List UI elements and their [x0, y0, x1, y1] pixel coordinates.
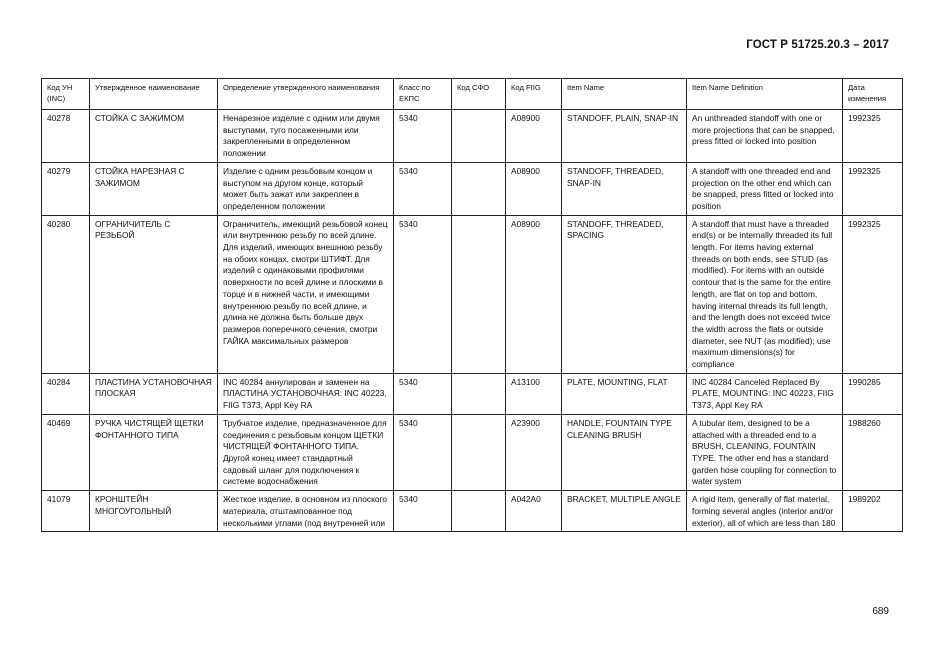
cell-inc: 41079: [42, 491, 90, 532]
cell-sfo: [452, 414, 506, 490]
cell-inc: 40280: [42, 215, 90, 373]
cell-item-name: PLATE, MOUNTING, FLAT: [562, 373, 687, 414]
nomenclature-table: [41, 78, 903, 532]
table-row: [42, 373, 903, 414]
cell-definition-ru: INC 40284 аннулирован и заменен на ПЛАСТИНА УСТАНОВОЧНАЯ: INC 40223, FIIG T373, Appl Key RA: [218, 373, 394, 414]
cell-item-name: STANDOFF, PLAIN, SNAP-IN: [562, 110, 687, 163]
column-header-item-name: Item Name: [562, 79, 687, 110]
cell-class: 5340: [394, 110, 452, 163]
cell-sfo: [452, 162, 506, 215]
cell-sfo: [452, 491, 506, 532]
cell-item-definition: INC 40284 Canceled Replaced By PLATE, MOUNTING: INC 40223, FIIG T373, Appl Key RA: [687, 373, 843, 414]
cell-item-definition: A tubular item, designed to be a attached with a threaded end to a BRUSH, CLEANING, FOUNTAIN TYPE. The other end has a standard garden hose coupling for connection to water system: [687, 414, 843, 490]
cell-name-ru: КРОНШТЕЙН МНОГОУГОЛЬНЫЙ: [90, 491, 218, 532]
cell-item-name: HANDLE, FOUNTAIN TYPE CLEANING BRUSH: [562, 414, 687, 490]
cell-name-ru: ОГРАНИЧИТЕЛЬ С РЕЗЬБОЙ: [90, 215, 218, 373]
cell-item-definition: An unthreaded standoff with one or more projections that can be snapped, press fitted or locked into position: [687, 110, 843, 163]
table-row: [42, 215, 903, 373]
cell-sfo: [452, 110, 506, 163]
cell-definition-ru: Жесткое изделие, в основном из плоского материала, отштампованное под несколькими углами (под внутренней или: [218, 491, 394, 532]
cell-date: 1992325: [843, 110, 903, 163]
table-row: [42, 491, 903, 532]
cell-name-ru: ПЛАСТИНА УСТАНОВОЧНАЯ ПЛОСКАЯ: [90, 373, 218, 414]
cell-name-ru: СТОЙКА НАРЕЗНАЯ С ЗАЖИМОМ: [90, 162, 218, 215]
cell-name-ru: РУЧКА ЧИСТЯЩЕЙ ЩЕТКИ ФОНТАННОГО ТИПА: [90, 414, 218, 490]
column-header-date: Дата изменения: [843, 79, 903, 110]
cell-item-definition: A rigid item, generally of flat material, forming several angles (interior and/or exterior), all of which are less than 180: [687, 491, 843, 532]
column-header-item-definition: Item Name Definition: [687, 79, 843, 110]
cell-item-definition: A standoff with one threaded end and projection on the other end which can be snapped, press fitted or locked into position: [687, 162, 843, 215]
cell-definition-ru: Изделие с одним резьбовым концом и выступом на другом конце, который может быть зажат или закреплен в определенном положении: [218, 162, 394, 215]
cell-definition-ru: Ненарезное изделие с одним или двумя выступами, туго посаженными или закрепленными в определенном положении: [218, 110, 394, 163]
cell-inc: 40279: [42, 162, 90, 215]
cell-class: 5340: [394, 373, 452, 414]
cell-inc: 40469: [42, 414, 90, 490]
column-header-sfo: Код СФО: [452, 79, 506, 110]
cell-fiig: A08900: [506, 215, 562, 373]
cell-definition-ru: Трубчатое изделие, предназначенное для соединения с резьбовым концом ЩЕТКИ ЧИСТЯЩЕЙ ФОНТАННОГО ТИПА. Другой конец имеет стандартный садовый шланг для подключения к системе водоснабжения: [218, 414, 394, 490]
cell-date: 1990285: [843, 373, 903, 414]
page-number: 689: [872, 606, 889, 617]
cell-fiig: A042A0: [506, 491, 562, 532]
table-row: [42, 110, 903, 163]
table-row: [42, 162, 903, 215]
cell-class: 5340: [394, 162, 452, 215]
cell-sfo: [452, 215, 506, 373]
column-header-name-ru: Утвержденное наименование: [90, 79, 218, 110]
cell-inc: 40278: [42, 110, 90, 163]
cell-fiig: A13100: [506, 373, 562, 414]
table-row: [42, 414, 903, 490]
cell-date: 1989202: [843, 491, 903, 532]
column-header-fiig: Код FIIG: [506, 79, 562, 110]
table-header-row: [42, 79, 903, 110]
column-header-inc: Код УН (INC): [42, 79, 90, 110]
cell-definition-ru: Ограничитель, имеющий резьбовой конец или внутреннюю резьбу по всей длине. Для изделий, имеющих внешнюю резьбу на обоих концах, смотри ШТИФТ. Для изделий с одинаковыми профилями поверхности по всей длине и плоскими в торце и в нижней части, и имеющими внутреннюю резьбу по всей длине, и длина не должна быть больше двух размеров поперечного сечения, смотри ГАЙКА максимальных размеров: [218, 215, 394, 373]
cell-item-name: STANDOFF, THREADED, SNAP-IN: [562, 162, 687, 215]
cell-item-name: STANDOFF, THREADED, SPACING: [562, 215, 687, 373]
column-header-class: Класс по ЕКПС: [394, 79, 452, 110]
cell-item-name: BRACKET, MULTIPLE ANGLE: [562, 491, 687, 532]
cell-inc: 40284: [42, 373, 90, 414]
cell-fiig: A08900: [506, 162, 562, 215]
document-code: ГОСТ Р 51725.20.3 – 2017: [746, 39, 889, 51]
cell-fiig: A08900: [506, 110, 562, 163]
cell-class: 5340: [394, 491, 452, 532]
cell-date: 1988260: [843, 414, 903, 490]
cell-sfo: [452, 373, 506, 414]
cell-class: 5340: [394, 414, 452, 490]
cell-date: 1992325: [843, 162, 903, 215]
cell-class: 5340: [394, 215, 452, 373]
cell-name-ru: СТОЙКА С ЗАЖИМОМ: [90, 110, 218, 163]
cell-item-definition: A standoff that must have a threaded end(s) or be internally threaded its full length. For items having external threads on both ends, see STUD (as modified). For items with an outside contour that is the same for the entire length, are flat on top and bottom, having internal threads its full length, and the length does not exceed twice the width across the flats or outside diameter, see NUT (as modified); use maximum dimensions(s) for compliance: [687, 215, 843, 373]
column-header-definition-ru: Определение утвержденного наименования: [218, 79, 394, 110]
cell-date: 1992325: [843, 215, 903, 373]
cell-fiig: A23900: [506, 414, 562, 490]
